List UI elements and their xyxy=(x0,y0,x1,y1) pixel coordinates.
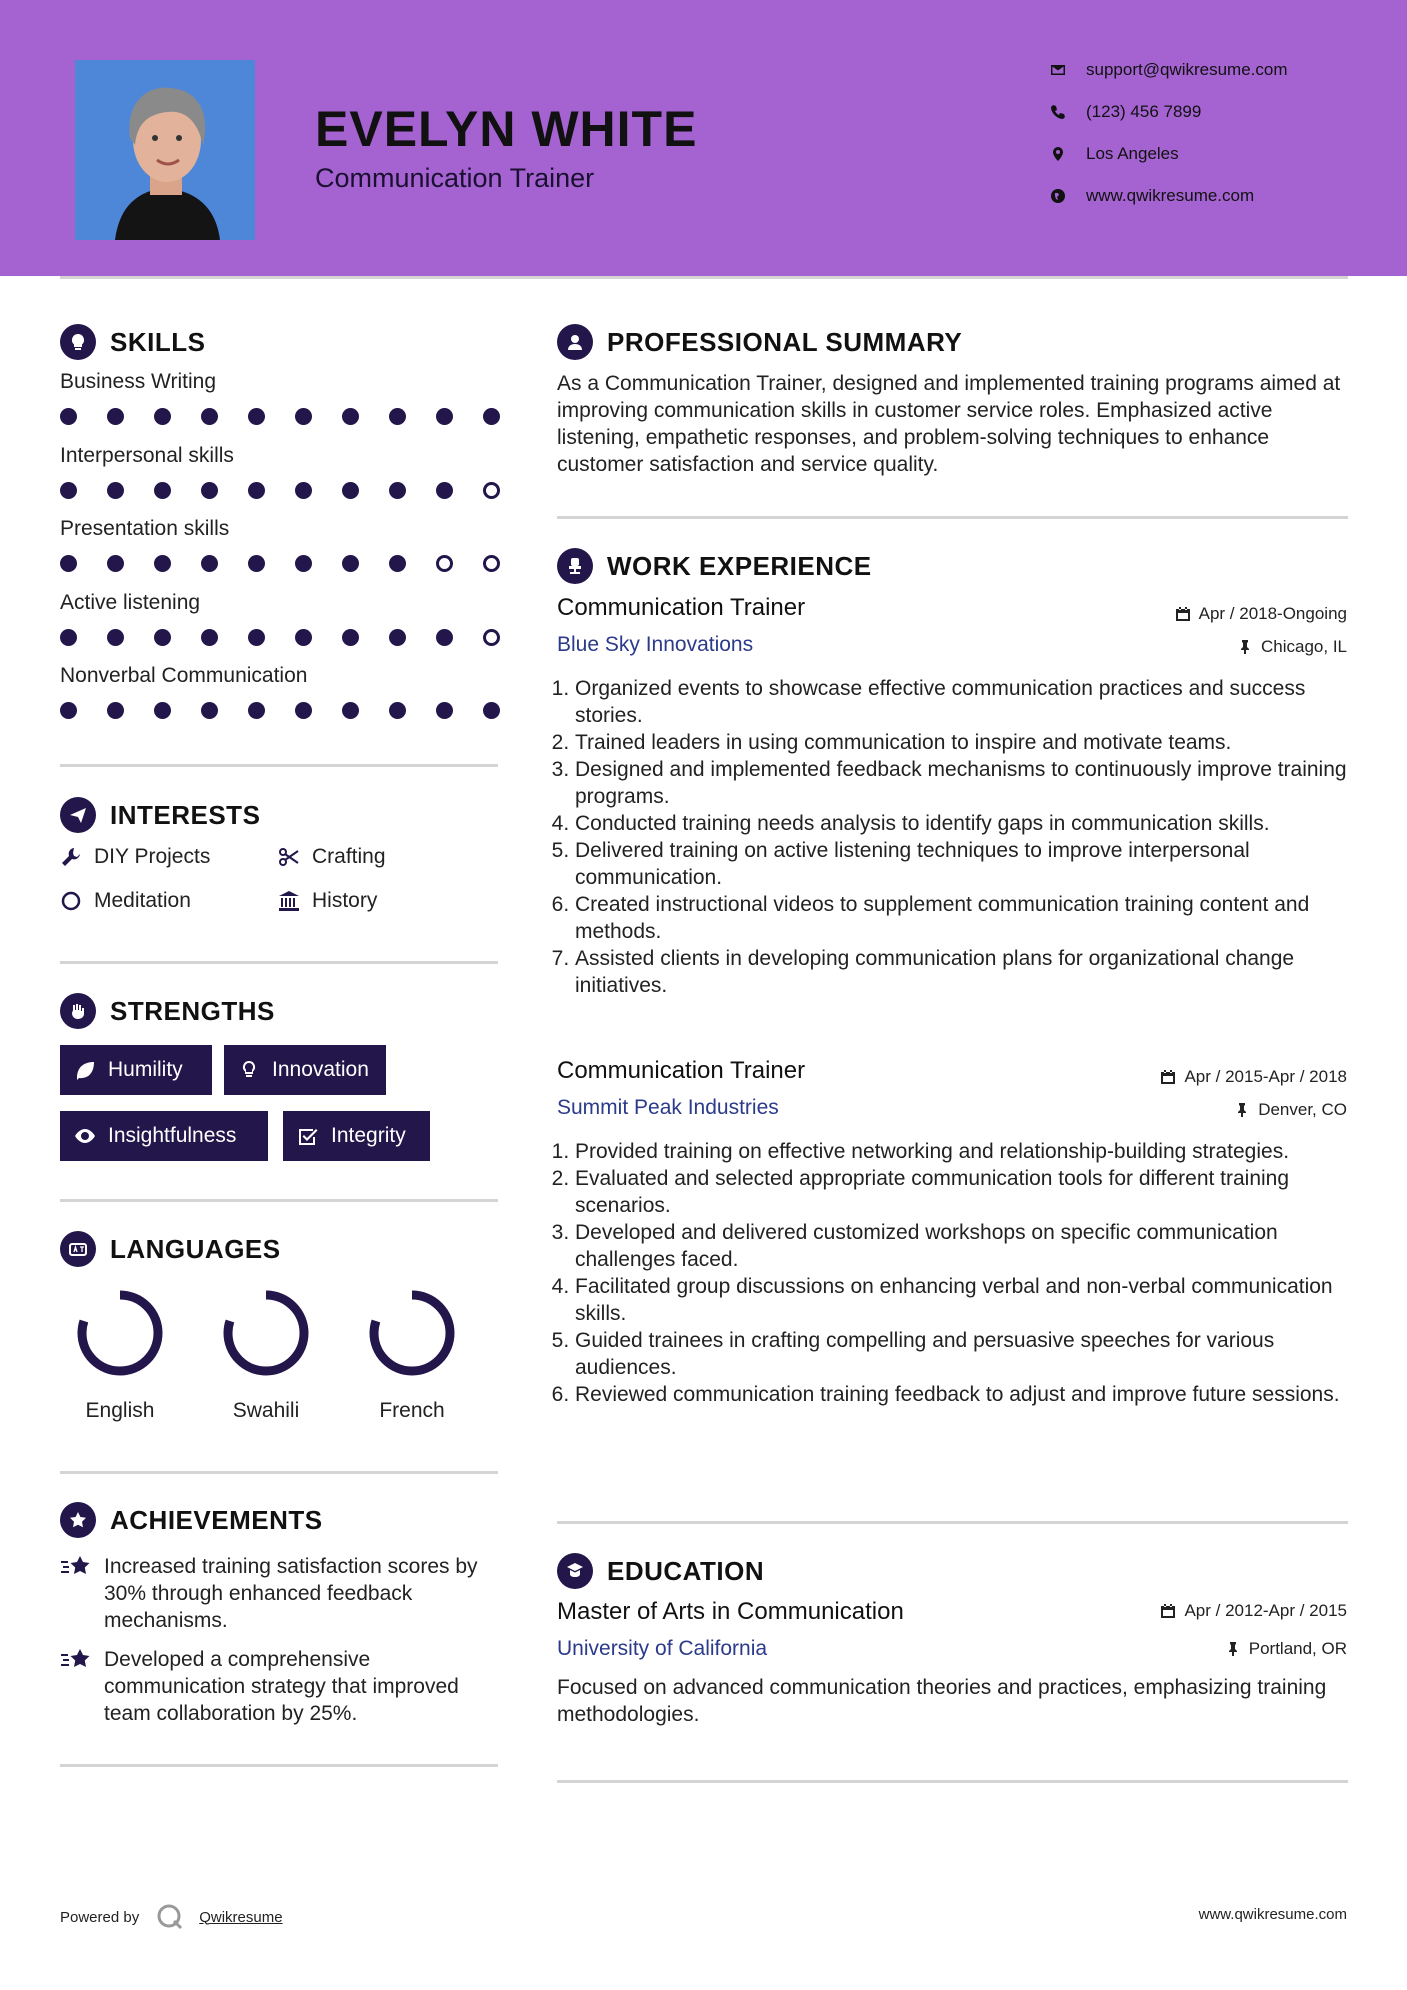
envelope-icon xyxy=(1050,62,1066,78)
job-date xyxy=(1175,604,1347,624)
skills-title: SKILLS xyxy=(110,326,206,357)
skill-dot-filled xyxy=(248,702,265,719)
wrench-icon xyxy=(60,846,82,868)
language-item xyxy=(60,1285,180,1423)
language-icon xyxy=(60,1231,96,1267)
skill-dot-filled xyxy=(201,702,218,719)
education-location xyxy=(1225,1639,1347,1659)
interest-crafting xyxy=(278,845,386,869)
candidate-name: EVELYN WHITE xyxy=(315,101,698,157)
responsibility-item: 3. Developed and delivered customized workshops on specific communication challenges faced. xyxy=(575,1219,1370,1273)
map-pin-icon xyxy=(1050,146,1066,162)
responsibility-item: 2. Trained leaders in using communication to inspire and motivate teams. xyxy=(575,729,1370,756)
star-icon xyxy=(60,1553,94,1581)
contact-email-text: support@qwikresume.com xyxy=(1086,60,1288,79)
strength-label: Integrity xyxy=(331,1124,406,1147)
skill-dot-empty xyxy=(483,629,500,646)
achievement-item xyxy=(60,1646,500,1727)
lightbulb-icon xyxy=(60,324,96,360)
strength-label: Insightfulness xyxy=(108,1124,237,1147)
job-date-text: Apr / 2015-Apr / 2018 xyxy=(1184,1067,1347,1086)
skill-name: Presentation skills xyxy=(60,517,230,540)
skill-dot-filled xyxy=(154,702,171,719)
responsibility-item: 2. Evaluated and selected appropriate communication tools for different training scenarios. xyxy=(575,1165,1370,1219)
calendar-icon xyxy=(1175,606,1191,622)
footer-website[interactable]: www.qwikresume.com xyxy=(1198,1906,1347,1923)
qwikresume-logo-icon xyxy=(155,1902,185,1932)
calendar-icon xyxy=(1160,1069,1176,1085)
skill-dot-filled xyxy=(107,482,124,499)
skill-dot-filled xyxy=(107,555,124,572)
skill-rating xyxy=(60,482,500,499)
summary-text: As a Communication Trainer, designed and implemented training programs aimed at improving communication skills in customer service roles. Emphasized active listening, empathetic responses, and problem-solving techniques to enhance customer satisfaction and service quality. xyxy=(557,372,1341,476)
skill-dot-filled xyxy=(60,482,77,499)
company-name: Blue Sky Innovations xyxy=(557,633,754,656)
education-date-text: Apr / 2012-Apr / 2015 xyxy=(1184,1601,1347,1620)
job-location-text: Denver, CO xyxy=(1258,1100,1347,1119)
skill-dot-filled xyxy=(389,408,406,425)
brand-link[interactable]: Qwikresume xyxy=(199,1908,283,1926)
footer-powered-by xyxy=(60,1902,283,1932)
profile-photo xyxy=(75,60,255,240)
skill-dot-filled xyxy=(295,629,312,646)
job-responsibilities xyxy=(557,675,1370,999)
skills-heading xyxy=(60,324,205,360)
eye-icon xyxy=(74,1125,96,1147)
skill-dot-filled xyxy=(436,702,453,719)
pushpin-icon xyxy=(1225,1641,1241,1657)
skill-dot-filled xyxy=(60,408,77,425)
responsibility-item: 4. Facilitated group discussions on enhancing verbal and non-verbal communication skills. xyxy=(575,1273,1370,1327)
skill-dot-filled xyxy=(60,702,77,719)
strength-chip-insightfulness xyxy=(60,1111,268,1161)
achievement-text: Developed a comprehensive communication strategy that improved team collaboration by 25%. xyxy=(104,1648,459,1725)
strength-label: Humility xyxy=(108,1058,183,1081)
education-date xyxy=(1160,1601,1347,1621)
skill-dot-filled xyxy=(295,555,312,572)
check-square-icon xyxy=(297,1125,319,1147)
job-title: Communication Trainer xyxy=(557,1057,806,1084)
language-label: Swahili xyxy=(232,1399,300,1422)
star-badge-icon xyxy=(60,1502,96,1538)
responsibility-item: 1. Provided training on effective networking and relationship-building strategies. xyxy=(575,1138,1370,1165)
strength-chip-integrity xyxy=(283,1111,430,1161)
skill-name: Active listening xyxy=(60,590,201,614)
responsibility-item: 3. Designed and implemented feedback mechanisms to continuously improve training programs. xyxy=(575,756,1370,810)
skills-divider xyxy=(60,764,498,767)
languages-divider xyxy=(60,1471,498,1474)
skill-dot-filled xyxy=(295,482,312,499)
strengths-heading xyxy=(60,993,275,1029)
skill-rating xyxy=(60,629,500,646)
star-icon xyxy=(60,1646,94,1674)
skill-dot-filled xyxy=(201,555,218,572)
skill-dot-filled xyxy=(342,702,359,719)
company-name: Summit Peak Industries xyxy=(557,1096,779,1119)
skill-dot-filled xyxy=(60,629,77,646)
skill-dot-filled xyxy=(342,629,359,646)
globe-icon xyxy=(1050,188,1066,204)
job-location xyxy=(1234,1100,1347,1120)
skill-dot-filled xyxy=(436,482,453,499)
interest-history xyxy=(278,889,377,913)
paper-plane-icon xyxy=(60,797,96,833)
scissors-icon xyxy=(278,846,300,868)
interests-heading xyxy=(60,797,260,833)
job-title: Communication Trainer xyxy=(557,594,806,621)
job-date xyxy=(1160,1067,1347,1087)
pushpin-icon xyxy=(1234,1102,1250,1118)
job-date-text: Apr / 2018-Ongoing xyxy=(1198,604,1347,623)
skill-dot-empty xyxy=(483,555,500,572)
strength-chip-innovation xyxy=(224,1045,386,1095)
achievements-heading xyxy=(60,1502,323,1538)
skill-dot-filled xyxy=(154,408,171,425)
responsibility-item: 4. Conducted training needs analysis to identify gaps in communication skills. xyxy=(575,810,1370,837)
responsibility-item: 1. Organized events to showcase effective communication practices and success stories. xyxy=(575,675,1370,729)
skill-dot-filled xyxy=(107,408,124,425)
education-divider xyxy=(557,1780,1348,1783)
skill-name: Interpersonal skills xyxy=(60,443,234,467)
strengths-title: STRENGTHS xyxy=(110,995,275,1026)
language-progress-ring xyxy=(72,1285,168,1381)
language-progress-arc xyxy=(82,1295,158,1371)
lightbulb-icon xyxy=(238,1059,260,1081)
pushpin-icon xyxy=(1237,639,1253,655)
skill-dot-filled xyxy=(342,555,359,572)
language-item xyxy=(206,1285,326,1423)
education-title: EDUCATION xyxy=(607,1555,765,1586)
school-name: University of California xyxy=(557,1637,768,1660)
interests-divider xyxy=(60,961,498,964)
contact-location xyxy=(1050,144,1370,164)
summary-divider xyxy=(557,516,1348,519)
contact-phone-text: (123) 456 7899 xyxy=(1086,102,1202,121)
skill-dot-filled xyxy=(248,629,265,646)
contact-website[interactable] xyxy=(1050,186,1370,206)
skill-dot-filled xyxy=(389,702,406,719)
job-location-text: Chicago, IL xyxy=(1261,637,1347,656)
skill-rating xyxy=(60,702,500,719)
interest-label: Crafting xyxy=(312,845,386,868)
skill-dot-filled xyxy=(248,408,265,425)
responsibility-item: 6. Created instructional videos to supplement communication training content and methods. xyxy=(575,891,1370,945)
skill-dot-filled xyxy=(201,408,218,425)
interest-label: DIY Projects xyxy=(94,845,211,868)
skill-dot-filled xyxy=(60,555,77,572)
summary-heading xyxy=(557,324,962,360)
language-progress-ring xyxy=(364,1285,460,1381)
responsibility-item: 5. Delivered training on active listening techniques to improve interpersonal communication. xyxy=(575,837,1370,891)
interest-diy-projects xyxy=(60,845,210,869)
leaf-icon xyxy=(74,1059,96,1081)
language-label: English xyxy=(85,1399,155,1422)
skill-dot-filled xyxy=(201,482,218,499)
skill-dot-filled xyxy=(389,482,406,499)
skill-dot-filled xyxy=(342,408,359,425)
skill-dot-filled xyxy=(107,702,124,719)
degree-title: Master of Arts in Communication xyxy=(557,1598,904,1625)
achievement-text: Increased training satisfaction scores by 30% through enhanced feedback mechanisms. xyxy=(104,1555,478,1632)
skill-name: Business Writing xyxy=(60,370,217,393)
education-description: Focused on advanced communication theories and practices, emphasizing training methodologies. xyxy=(557,1676,1327,1726)
strength-chip-humility xyxy=(60,1045,212,1095)
skill-dot-filled xyxy=(436,408,453,425)
contact-website-text: www.qwikresume.com xyxy=(1086,186,1255,205)
education-heading xyxy=(557,1553,764,1589)
interests-title: INTERESTS xyxy=(110,799,261,830)
skill-rating xyxy=(60,408,500,425)
achievement-item xyxy=(60,1553,500,1634)
strengths-divider xyxy=(60,1199,498,1202)
language-progress-arc xyxy=(228,1295,304,1371)
education-location-text: Portland, OR xyxy=(1248,1639,1347,1658)
header-banner xyxy=(0,0,1407,276)
experience-divider xyxy=(557,1521,1348,1524)
skill-dot-filled xyxy=(295,408,312,425)
skill-dot-filled xyxy=(154,555,171,572)
interest-meditation xyxy=(60,889,191,913)
job-location xyxy=(1237,637,1347,657)
candidate-role: Communication Trainer xyxy=(315,163,595,193)
language-label: French xyxy=(379,1399,445,1422)
contact-email[interactable] xyxy=(1050,60,1370,80)
languages-heading xyxy=(60,1231,281,1267)
job-responsibilities xyxy=(557,1138,1370,1408)
skill-dot-filled xyxy=(107,629,124,646)
experience-heading xyxy=(557,548,872,584)
responsibility-item: 6. Reviewed communication training feedback to adjust and improve future sessions. xyxy=(575,1381,1370,1408)
contact-location-text: Los Angeles xyxy=(1086,144,1179,163)
circle-icon xyxy=(60,890,82,912)
header-divider xyxy=(60,276,1348,279)
powered-by-text: Powered by xyxy=(60,1908,140,1926)
language-item xyxy=(352,1285,472,1423)
interest-label: History xyxy=(312,889,378,912)
phone-icon xyxy=(1050,104,1066,120)
responsibility-item: 5. Guided trainees in crafting compelling and persuasive speeches for various audiences. xyxy=(575,1327,1370,1381)
museum-icon xyxy=(278,890,300,912)
skill-dot-filled xyxy=(154,482,171,499)
graduate-icon xyxy=(557,1553,593,1589)
skill-dot-filled xyxy=(248,555,265,572)
user-icon xyxy=(557,324,593,360)
skill-dot-filled xyxy=(436,629,453,646)
summary-title: PROFESSIONAL SUMMARY xyxy=(607,326,963,357)
responsibility-item: 7. Assisted clients in developing communication plans for organizational change initiatives. xyxy=(575,945,1370,999)
skill-dot-filled xyxy=(342,482,359,499)
office-chair-icon xyxy=(557,548,593,584)
language-progress-ring xyxy=(218,1285,314,1381)
contact-phone[interactable] xyxy=(1050,102,1370,122)
skill-dot-filled xyxy=(389,555,406,572)
skill-dot-filled xyxy=(483,408,500,425)
achievements-divider xyxy=(60,1764,498,1767)
language-progress-arc xyxy=(374,1295,450,1371)
skill-name: Nonverbal Communication xyxy=(60,664,308,687)
skill-dot-filled xyxy=(389,629,406,646)
calendar-icon xyxy=(1160,1603,1176,1619)
skill-rating xyxy=(60,555,500,572)
skill-dot-filled xyxy=(154,629,171,646)
skill-dot-empty xyxy=(483,482,500,499)
experience-title: WORK EXPERIENCE xyxy=(607,550,872,581)
skill-dot-empty xyxy=(436,555,453,572)
languages-title: LANGUAGES xyxy=(110,1233,281,1264)
interest-label: Meditation xyxy=(94,889,191,912)
skill-dot-filled xyxy=(295,702,312,719)
skill-dot-filled xyxy=(248,482,265,499)
skill-dot-filled xyxy=(483,702,500,719)
hand-icon xyxy=(60,993,96,1029)
strength-label: Innovation xyxy=(272,1058,369,1081)
skill-dot-filled xyxy=(201,629,218,646)
achievements-title: ACHIEVEMENTS xyxy=(110,1504,323,1535)
